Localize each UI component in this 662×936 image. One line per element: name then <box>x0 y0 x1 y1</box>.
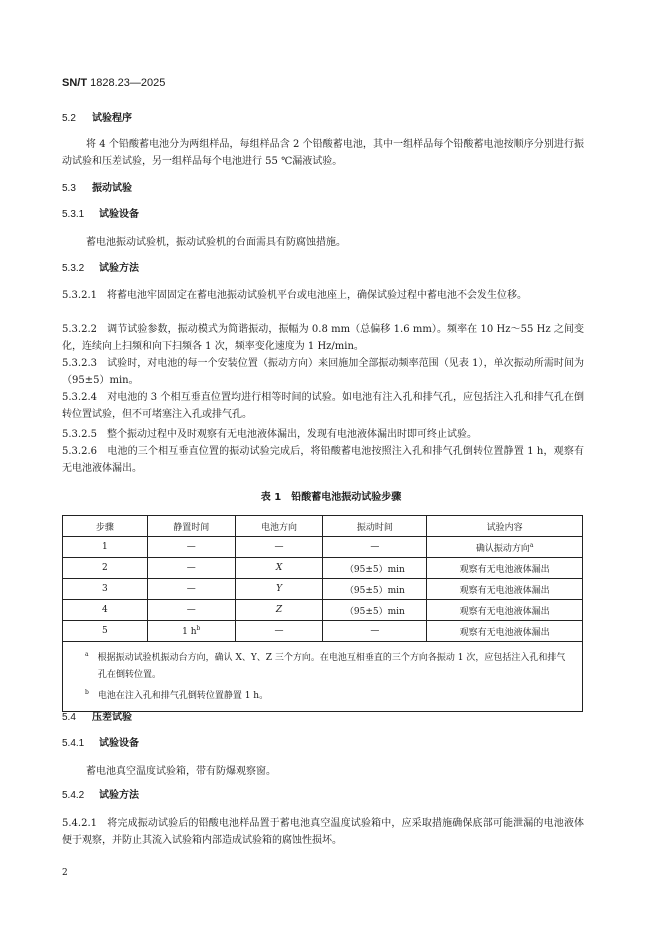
cell: Z <box>235 600 323 621</box>
cell: 3 <box>63 579 148 600</box>
cell: 观察有无电池液体漏出 <box>427 579 583 600</box>
table-row <box>63 600 583 621</box>
clause-5-3-2-3: 5.3.2.3 试验时，对电池的每一个安装位置（振动方向）来回施加全部振动频率范围（见表 1），单次振动所需时间为（95±5）min。 <box>62 358 585 386</box>
cell: X <box>235 558 323 579</box>
heading-5-4: 5.4 压差试验 <box>62 712 132 723</box>
cell: 观察有无电池液体漏出 <box>427 600 583 621</box>
header-vibration-time: 振动时间 <box>323 516 427 537</box>
footnote-a: $^a$ 根据振动试验机振动台方向，确认 X、Y、Z 三个方向。在电池互相垂直的三个方向各振动 1 次，应包括注入孔和排气孔在倒转位置。 <box>85 651 566 680</box>
table-notes-row <box>63 642 583 712</box>
cell: — <box>235 537 323 558</box>
table-row <box>63 537 583 558</box>
para-5-2: 将 4 个铅酸蓄电池分为两组样品，每组样品含 2 个铅酸蓄电池，其中一组样品每个铅酸蓄电池按顺序分别进行振动试验和压差试验，另一组样品每个电池进行 55 ℃漏液试验。 <box>62 139 584 167</box>
heading-5-2: 5.2 试验程序 <box>62 113 132 124</box>
cell: — <box>147 537 235 558</box>
table-row <box>63 558 583 579</box>
vibration-steps-table <box>62 515 583 712</box>
table-caption: 表 1 铅酸蓄电池振动试验步骤 <box>260 492 402 503</box>
cell: （95±5）min <box>323 558 427 579</box>
cell: 2 <box>63 558 148 579</box>
standard-prefix: SN/T <box>62 77 88 89</box>
cell: — <box>147 579 235 600</box>
header-step: 步骤 <box>63 516 148 537</box>
heading-5-3-2: 5.3.2 试验方法 <box>62 263 139 274</box>
page-number: 2 <box>62 868 68 878</box>
cell: 4 <box>63 600 148 621</box>
heading-5-4-2: 5.4.2 试验方法 <box>62 790 139 801</box>
heading-5-3: 5.3 振动试验 <box>62 183 132 194</box>
standard-header <box>62 77 165 89</box>
cell: 观察有无电池液体漏出 <box>427 621 583 642</box>
cell: — <box>235 621 323 642</box>
table-row <box>63 579 583 600</box>
cell: — <box>147 558 235 579</box>
para-5-4-1: 蓄电池真空温度试验箱，带有防爆观察窗。 <box>86 766 276 777</box>
header-rest-time: 静置时间 <box>147 516 235 537</box>
clause-5-3-2-2: 5.3.2.2 调节试验参数，振动模式为简谐振动，振幅为 0.8 mm（总偏移 1.6 mm）。频率在 10 Hz～55 Hz 之间变化，连续向上扫频和向下扫频各 1 次，频率变化速度为 1 Hz/min。 <box>62 324 585 352</box>
standard-number: 1828.23—2025 <box>87 77 166 89</box>
cell: — <box>323 621 427 642</box>
header-direction: 电池方向 <box>235 516 323 537</box>
clause-5-3-2-1: 5.3.2.1 将蓄电池牢固固定在蓄电池振动试验机平台或电池座上，确保试验过程中蓄电池不会发生位移。 <box>62 290 527 301</box>
cell: 确认振动方向$^a$ <box>427 537 583 558</box>
clause-5-4-2-1: 5.4.2.1 将完成振动试验后的铅酸电池样品置于蓄电池真空温度试验箱中，应采取措施确保底部可能泄漏的电池液体便于观察，并防止其流入试验箱内部造成试验箱的腐蚀性损坏。 <box>62 818 585 846</box>
clause-5-3-2-6: 5.3.2.6 电池的三个相互垂直位置的振动试验完成后，将铅酸蓄电池按照注入孔和排气孔倒转位置静置 1 h，观察有无电池液体漏出。 <box>62 446 584 474</box>
clause-5-3-2-5: 5.3.2.5 整个振动过程中及时观察有无电池液体漏出，发现有电池液体漏出时即可终止试验。 <box>62 429 477 440</box>
table-header-row <box>63 516 583 537</box>
cell: 观察有无电池液体漏出 <box>427 558 583 579</box>
footnote-b: $^b$ 电池在注入孔和排气孔倒转位置静置 1 h。 <box>85 689 269 701</box>
cell: 1 $h^b$ <box>147 621 235 642</box>
table-notes <box>63 642 583 712</box>
cell: Y <box>235 579 323 600</box>
cell: 5 <box>63 621 148 642</box>
header-content: 试验内容 <box>427 516 583 537</box>
cell: — <box>147 600 235 621</box>
table-row <box>63 621 583 642</box>
heading-5-3-1: 5.3.1 试验设备 <box>62 209 139 220</box>
cell: （95±5）min <box>323 579 427 600</box>
cell: 1 <box>63 537 148 558</box>
cell: — <box>323 537 427 558</box>
para-5-3-1: 蓄电池振动试验机，振动试验机的台面需具有防腐蚀措施。 <box>86 237 346 248</box>
cell: （95±5）min <box>323 600 427 621</box>
heading-5-4-1: 5.4.1 试验设备 <box>62 738 139 749</box>
clause-5-3-2-4: 5.3.2.4 对电池的 3 个相互垂直位置均进行相等时间的试验。如电池有注入孔和排气孔，应包括注入孔和排气孔在倒转位置试验，但不可堵塞注入孔或排气孔。 <box>62 392 584 420</box>
